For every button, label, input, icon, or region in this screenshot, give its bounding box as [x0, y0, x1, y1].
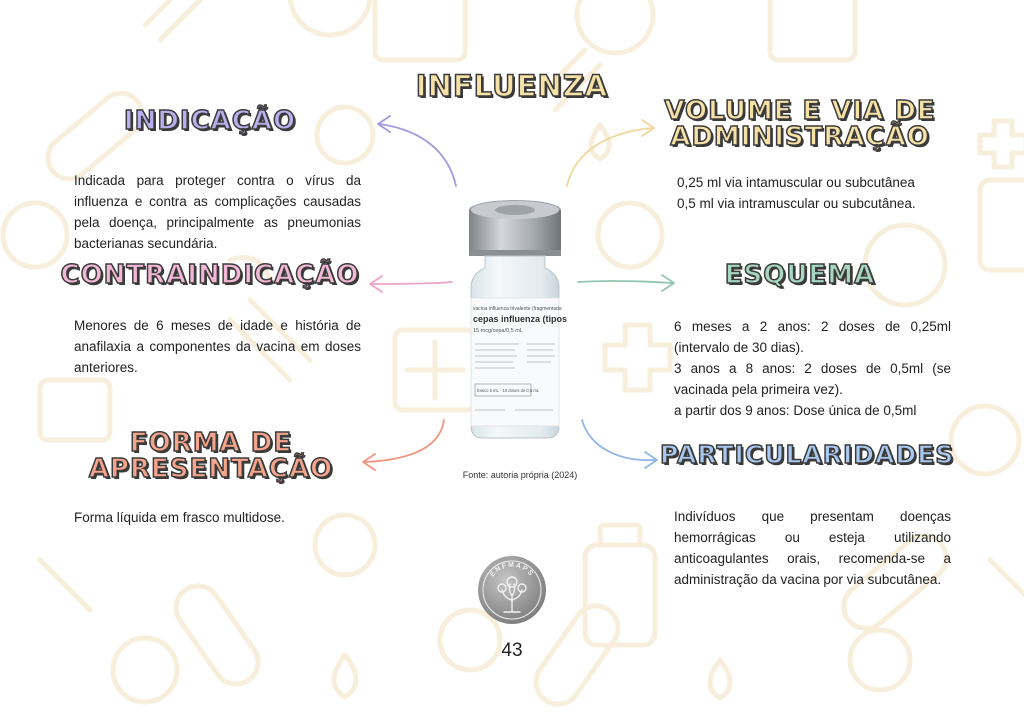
volume-title: VOLUME E VIA DE ADMINISTRAÇÃO	[664, 96, 936, 152]
vial-label-line3: 15 mcg/cepa/0,5 mL	[473, 328, 523, 334]
forma-text: Forma líquida em frasco multidose.	[74, 510, 285, 525]
volume-line: 0,5 ml via intramuscular ou subcutânea.	[677, 196, 916, 211]
vaccine-vial-image	[455, 198, 575, 443]
vial-label-line2: cepas influenza (tipos	[473, 314, 568, 324]
esquema-line: a partir dos 9 anos: Dose única de 0,5ml	[674, 403, 917, 418]
vial-label-line1: vacina influenza trivalente (fragmentada	[473, 306, 562, 312]
contraindicacao-title: CONTRAINDICAÇÃO	[60, 260, 360, 290]
page-number: 43	[501, 640, 523, 661]
image-caption: Fonte: autoria própria (2024)	[462, 470, 578, 480]
arrow-volume	[567, 120, 654, 186]
particularidades-text: Indivíduos que presentam doenças hemorrágicas ou esteja utilizando anticoagulantes orais, recomenda-se a administração da vacina por via subcutânea.	[674, 509, 951, 587]
arrow-contraindicacao	[370, 276, 452, 292]
particularidades-title: PARTICULARIDADES	[660, 440, 955, 469]
enfmaps-logo	[476, 554, 548, 626]
contraindicacao-text: Menores de 6 meses de idade e história de anafilaxia a componentes da vacina em doses anteriores.	[74, 318, 361, 375]
esquema-line: 6 meses a 2 anos: 2 doses de 0,25ml (intervalo de 30 dias).	[674, 319, 951, 355]
volume-line: 0,25 ml via intamuscular ou subcutânea	[677, 175, 915, 190]
vial-label-line4: frasco 5 mL · 10 doses de 0,5 mL	[477, 388, 540, 393]
volume-text	[677, 172, 957, 214]
esquema-line: 3 anos a 8 anos: 2 doses de 0,5ml (se vacinada pela primeira vez).	[674, 361, 951, 397]
page-title: INFLUENZA	[415, 69, 609, 103]
indicacao-title: INDICAÇÃO	[123, 106, 297, 136]
arrow-esquema	[578, 275, 674, 291]
svg-text:ENFMAPS: ENFMAPS	[489, 561, 535, 579]
forma-title: FORMA DE APRESENTAÇÃO	[88, 428, 334, 484]
esquema-text	[674, 316, 951, 421]
arrow-particularidades	[582, 420, 657, 468]
esquema-title: ESQUEMA	[724, 260, 876, 290]
indicacao-text: Indicada para proteger contra o vírus da influenza e contra as complicações causadas pela doença, principalmente as pneumonias bacterianas secundária.	[74, 173, 361, 251]
arrow-forma	[363, 420, 444, 470]
arrow-indicacao	[378, 116, 456, 186]
